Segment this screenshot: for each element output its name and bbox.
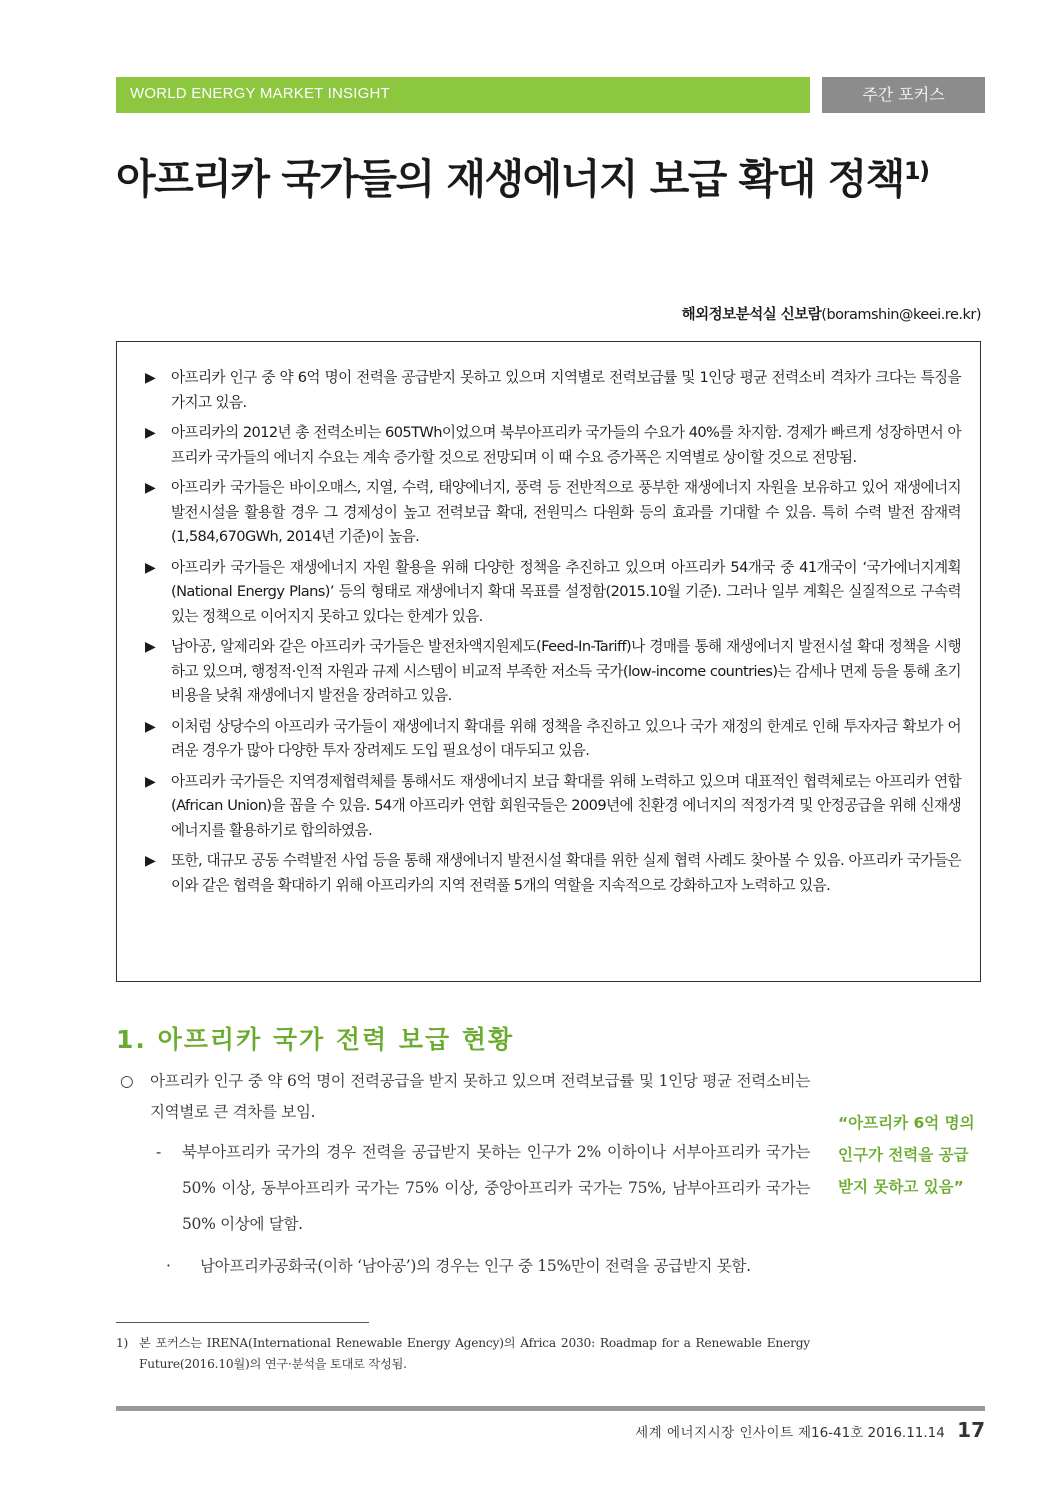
author-name: 해외정보분석실 신보람 <box>681 307 822 323</box>
bullet-triangle-icon: ▶ <box>145 639 156 655</box>
header-series-label: WORLD ENERGY MARKET INSIGHT <box>130 85 390 102</box>
bullet-triangle-icon: ▶ <box>145 718 156 735</box>
summary-item: ▶ 이처럼 상당수의 아프리카 국가들이 재생에너지 확대를 위해 정책을 추진하고 있으나 국가 재정의 한계로 인해 투자자금 확보가 어려운 경우가 많아 다양한 투자 장려제도 도입 필요성이 대두되고 있음. <box>141 715 961 764</box>
header-series-bar <box>116 77 810 113</box>
summary-item: ▶ 아프리카 국가들은 재생에너지 자원 활용을 위해 다양한 정책을 추진하고 있으며 아프리카 54개국 중 41개국이 ‘국가에너지계획(National Energy Plans)’ 등의 형태로 재생에너지 확대 목표를 설정함(2015.10월 기준). 그러나 일부 계획은 실질적으로 구속력 있는 정책으로 이어지지 못하고 있다는 한계가 있음. <box>141 556 961 630</box>
summary-box <box>116 341 981 982</box>
summary-item: ▶ 아프리카 국가들은 지역경제협력체를 통해서도 재생에너지 보급 확대를 위해 노력하고 있으며 대표적인 협력체로는 아프리카 연합(African Union)을 꼽을 수 있음. 54개 아프리카 연합 회원국들은 2009년에 친환경 에너지의 적정가격 및 안정공급을 위해 신재생에너지를 활용하기로 합의하였음. <box>141 770 961 844</box>
body-paragraph: ○ 아프리카 인구 중 약 6억 명이 전력공급을 받지 못하고 있으며 전력보급률 및 1인당 평균 전력소비는 지역별로 큰 격차를 보임. <box>120 1066 810 1128</box>
footer-issue: 제16-41호 2016.11.14 <box>797 1425 945 1441</box>
summary-item: ▶ 아프리카 인구 중 약 6억 명이 전력을 공급받지 못하고 있으며 지역별로 전력보급률 및 1인당 평균 전력소비 격차가 크다는 특징을 가지고 있음. <box>141 366 961 415</box>
summary-item: ▶ 남아공, 알제리와 같은 아프리카 국가들은 발전차액지원제도(Feed-In-Tariff)나 경매를 통해 재생에너지 발전시설 확대 정책을 시행하고 있으며, 행정적·인적 자원과 규제 시스템이 비교적 부족한 저소득 국가(low-income countries)는 감세나 면제 등을 통해 초기비용을 낮춰 재생에너지 발전을 장려하고 있음. <box>141 635 961 709</box>
page-title-text: 아프리카 국가들의 재생에너지 보급 확대 정책 <box>116 155 904 203</box>
title-footnote-ref[interactable]: 1) <box>903 157 929 185</box>
author-email: (boramshin@keei.re.kr) <box>821 307 981 323</box>
section-heading: 1. 아프리카 국가 전력 보급 현황 <box>116 1025 515 1054</box>
header-category-badge: 주간 포커스 <box>822 77 985 113</box>
footnote-text: 본 포커스는 IRENA(International Renewable Energy Agency)의 Africa 2030: Roadmap for a Renewable Energy Future(2016.10월)의 연구·분석을 토대로 작성됨. <box>139 1336 810 1371</box>
pull-quote: “아프리카 6억 명의 인구가 전력을 공급 받지 못하고 있음” <box>838 1114 975 1196</box>
page-number: 17 <box>957 1418 985 1442</box>
author-line <box>682 303 981 324</box>
footer-divider <box>116 1406 985 1411</box>
bullet-triangle-icon: ▶ <box>145 425 156 441</box>
footer-publication: 세계 에너지시장 인사이트 <box>635 1425 794 1441</box>
summary-item: ▶ 아프리카의 2012년 총 전력소비는 605TWh이었으며 북부아프리카 국가들의 수요가 40%를 차지함. 경제가 빠르게 성장하면서 아프리카 국가들의 에너지 수요는 계속 증가할 것으로 전망되며 이 때 수요 증가폭은 지역별로 상이할 것으로 전망됨. <box>141 421 961 470</box>
bullet-triangle-icon: ▶ <box>145 480 156 496</box>
summary-item: ▶ 아프리카 국가들은 바이오매스, 지열, 수력, 태양에너지, 풍력 등 전반적으로 풍부한 재생에너지 자원을 보유하고 있어 재생에너지 발전시설을 활용할 경우 그 경제성이 높고 전력보급 확대, 전원믹스 다원화 등의 효과를 기대할 수 있음. 특히 수력 발전 잠재력(1,584,670GWh, 2014년 기준)이 높음. <box>141 476 961 550</box>
body-subparagraph: - 북부아프리카 국가의 경우 전력을 공급받지 못하는 인구가 2% 이하이나 서부아프리카 국가는 50% 이상, 동부아프리카 국가는 75% 이상, 중앙아프리카 국가는 75%, 남부아프리카 국가는 50% 이상에 달함. <box>120 1134 810 1242</box>
bullet-triangle-icon: ▶ <box>145 370 156 386</box>
footnote-divider <box>116 1322 369 1323</box>
page-title <box>116 146 929 205</box>
dash-bullet-icon: - <box>156 1143 161 1161</box>
footnote-mark: 1) <box>116 1336 129 1350</box>
body-subsubparagraph: · 남아프리카공화국(이하 ‘남아공’)의 경우는 인구 중 15%만이 전력을 공급받지 못함. <box>120 1248 810 1284</box>
footnote <box>116 1333 810 1375</box>
summary-list <box>141 366 961 904</box>
page-footer <box>635 1418 985 1442</box>
section-body <box>120 1066 810 1284</box>
bullet-triangle-icon: ▶ <box>145 559 156 576</box>
dot-bullet-icon: · <box>166 1257 171 1275</box>
summary-item: ▶ 또한, 대규모 공동 수력발전 사업 등을 통해 재생에너지 발전시설 확대를 위한 실제 협력 사례도 찾아볼 수 있음. 아프리카 국가들은 이와 같은 협력을 확대하기 위해 아프리카의 지역 전력풀 5개의 역할을 지속적으로 강화하고자 노력하고 있음. <box>141 849 961 898</box>
circle-bullet-icon: ○ <box>120 1072 134 1090</box>
bullet-triangle-icon: ▶ <box>145 853 156 869</box>
bullet-triangle-icon: ▶ <box>145 773 156 790</box>
